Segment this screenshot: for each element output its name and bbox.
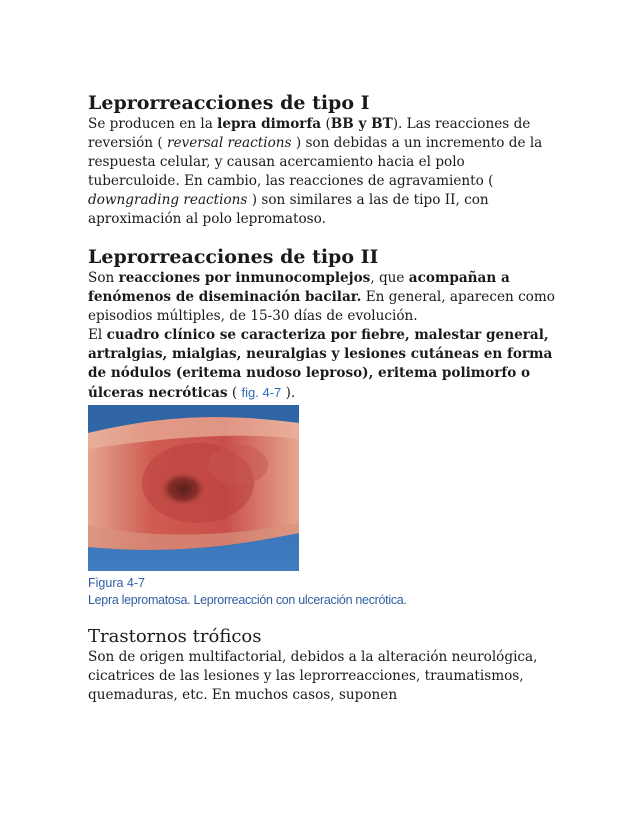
document-content [88, 92, 558, 705]
paragraph-trastornos: Son de origen multifactorial, debidos a la alteración neurológica, cicatrices de las lesiones y las leprorreacciones, traumatismos, quemaduras, etc. En muchos casos, suponen [88, 649, 538, 703]
text-run: En general, aparecen como episodios múltiples, de 15-30 días de evolución. [88, 289, 555, 324]
text-run: Se producen en la [88, 116, 218, 132]
text-run: ). Las reacciones de reversión ( [88, 116, 531, 151]
text-run: ) son debidas a un incremento de la respuesta celular, y causan acercamiento hacia el polo tuberculoide. En cambio, las reacciones de agravamiento ( [88, 135, 543, 189]
paragraph-tipo-1 [88, 115, 558, 229]
bold-text: cuadro clínico se caracteriza por fiebre, malestar general, artralgias, mialgias, neuralgias y lesiones cutáneas en forma de nódulos (eritema nudoso leproso), eritema polimorfo o úlceras necróticas [88, 327, 553, 401]
text-run: ( [227, 385, 242, 401]
spacer [88, 609, 558, 625]
section-heading-trastornos: Trastornos tróficos [88, 626, 262, 647]
text-run: ( [321, 116, 331, 132]
paragraph-tipo-2-a [88, 269, 558, 326]
figure-caption [88, 575, 558, 609]
section-heading-tipo-1: Leprorreacciones de tipo I [88, 92, 370, 114]
bold-text: acompañan a fenómenos de diseminación bacilar. [88, 270, 510, 305]
text-run: El [88, 327, 107, 343]
text-run: Son [88, 270, 119, 286]
text-run: , que [370, 270, 409, 286]
text-run: ) son similares a las de tipo II, con aproximación al polo lepromatoso. [88, 192, 489, 227]
text-run: ). [281, 385, 296, 401]
bold-text: BB y BT [330, 116, 393, 132]
figure-description: Lepra lepromatosa. Leprorreacción con ulceración necrótica. [88, 593, 407, 607]
figure-image [88, 405, 299, 571]
italic-text: reversal reactions [166, 135, 292, 151]
bold-text: lepra dimorfa [217, 116, 322, 132]
section-heading-tipo-2: Leprorreacciones de tipo II [88, 246, 379, 268]
spacer [88, 229, 558, 246]
italic-text: downgrading reactions [88, 192, 248, 208]
figure-link[interactable]: fig. 4-7 [241, 385, 282, 400]
bold-text: reacciones por inmunocomplejos [118, 270, 371, 286]
paragraph-tipo-2-b [88, 326, 558, 403]
clinical-photo [88, 405, 299, 571]
figure-label: Figura 4-7 [88, 576, 145, 590]
